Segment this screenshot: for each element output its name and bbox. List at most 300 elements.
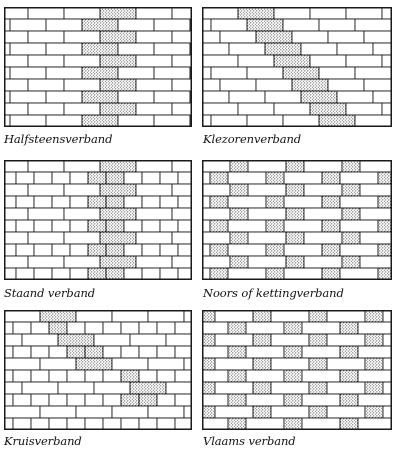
brick (271, 382, 309, 394)
brick (4, 310, 40, 322)
brick (64, 55, 100, 67)
dotted-brick (309, 358, 327, 370)
brick (202, 322, 228, 334)
dotted-brick (322, 244, 340, 256)
dotted-brick (342, 256, 360, 268)
dotted-brick (378, 196, 392, 208)
brick (28, 55, 64, 67)
dotted-brick (378, 220, 392, 232)
dotted-brick (378, 172, 392, 184)
brick (142, 268, 160, 280)
dotted-brick (365, 406, 383, 418)
brick (228, 268, 266, 280)
brick (136, 55, 172, 67)
brick (178, 244, 192, 256)
brick (70, 220, 88, 232)
dotted-brick (67, 346, 85, 358)
brick (139, 346, 157, 358)
brick (103, 418, 121, 430)
brick (166, 382, 192, 394)
brick (139, 322, 157, 334)
brick (248, 184, 286, 196)
panel-staand-verband (4, 160, 192, 280)
brick (220, 79, 256, 91)
brick (76, 406, 112, 418)
dotted-brick (230, 208, 248, 220)
brick (172, 184, 192, 196)
dotted-brick (286, 232, 304, 244)
brick (4, 256, 28, 268)
brick (172, 31, 192, 43)
dotted-brick (82, 91, 118, 103)
brick (4, 334, 22, 346)
brick (154, 67, 190, 79)
dotted-brick (100, 7, 136, 19)
brick (202, 418, 228, 430)
brick (28, 103, 64, 115)
brick (154, 91, 190, 103)
brick (358, 394, 392, 406)
brick (284, 244, 322, 256)
dotted-brick (100, 103, 136, 115)
brick (124, 244, 142, 256)
brick (136, 79, 172, 91)
brick (202, 394, 228, 406)
panel-klezorenverband (202, 7, 392, 127)
brick (16, 220, 34, 232)
brick (118, 19, 154, 31)
dotted-brick (292, 79, 328, 91)
brick (248, 232, 286, 244)
dotted-brick (322, 172, 340, 184)
brick (49, 370, 67, 382)
dotted-brick (342, 208, 360, 220)
brick (178, 196, 192, 208)
brick (52, 196, 70, 208)
brick (49, 418, 67, 430)
brick (202, 256, 230, 268)
dotted-brick (210, 244, 228, 256)
brick (85, 394, 103, 406)
brick (4, 232, 28, 244)
brick (319, 67, 355, 79)
brick (10, 43, 46, 55)
brick (64, 7, 100, 19)
dotted-brick (283, 67, 319, 79)
dotted-brick (82, 67, 118, 79)
brick (52, 268, 70, 280)
brick (292, 31, 328, 43)
brick (202, 346, 228, 358)
dotted-brick (266, 196, 284, 208)
brick (302, 394, 340, 406)
brick (274, 103, 310, 115)
brick (265, 91, 301, 103)
brick (202, 160, 230, 172)
dotted-brick (202, 406, 215, 418)
caption-klezorenverband: Klezorenverband (203, 132, 302, 146)
brick (202, 43, 229, 55)
brick (64, 256, 100, 268)
dotted-brick (121, 394, 139, 406)
dotted-brick (100, 31, 136, 43)
dotted-brick (88, 244, 106, 256)
brick (67, 370, 85, 382)
brick (142, 244, 160, 256)
brick (302, 418, 340, 430)
brick (4, 220, 16, 232)
brick-pattern-halfsteensverband (4, 7, 192, 127)
brick (136, 208, 172, 220)
brick (31, 418, 49, 430)
brick (172, 208, 192, 220)
dotted-brick (40, 310, 76, 322)
dotted-brick (230, 232, 248, 244)
brick (271, 310, 309, 322)
brick (360, 160, 392, 172)
dotted-brick (100, 208, 136, 220)
dotted-brick (230, 160, 248, 172)
brick (175, 418, 192, 430)
brick (124, 172, 142, 184)
brick (284, 220, 322, 232)
brick (52, 244, 70, 256)
dotted-brick (88, 220, 106, 232)
brick (34, 172, 52, 184)
brick (355, 115, 391, 127)
dotted-brick (284, 370, 302, 382)
dotted-brick (340, 394, 358, 406)
dotted-brick (100, 160, 136, 172)
brick-pattern-klezorenverband (202, 7, 392, 127)
brick (67, 394, 85, 406)
brick (142, 220, 160, 232)
brick (310, 7, 346, 19)
brick (248, 208, 286, 220)
brick-pattern-vlaams-verband (202, 310, 392, 430)
dotted-brick (210, 220, 228, 232)
brick (64, 31, 100, 43)
brick (346, 7, 382, 19)
brick (157, 394, 175, 406)
dotted-brick (100, 79, 136, 91)
brick (373, 43, 392, 55)
brick (274, 7, 310, 19)
brick (148, 310, 184, 322)
dotted-brick (340, 418, 358, 430)
brick (358, 322, 392, 334)
brick (202, 55, 238, 67)
panel-vlaams-verband (202, 310, 392, 430)
brick (157, 346, 175, 358)
dotted-brick (106, 244, 124, 256)
dotted-brick (82, 19, 118, 31)
brick (202, 103, 238, 115)
brick (136, 103, 172, 115)
dotted-brick (106, 220, 124, 232)
brick (64, 184, 100, 196)
dotted-brick (378, 268, 392, 280)
brick (136, 184, 172, 196)
brick (58, 382, 94, 394)
brick (340, 220, 378, 232)
brick (121, 418, 139, 430)
brick (121, 322, 139, 334)
brick (70, 268, 88, 280)
brick (364, 31, 392, 43)
brick (13, 322, 31, 334)
brick (13, 418, 31, 430)
brick (40, 406, 76, 418)
brick (284, 196, 322, 208)
brick (337, 43, 373, 55)
brick (4, 268, 16, 280)
brick (358, 418, 392, 430)
brick (340, 244, 378, 256)
dotted-brick (266, 244, 284, 256)
brick (328, 31, 364, 43)
dotted-brick (202, 358, 215, 370)
brick (283, 19, 319, 31)
dotted-brick (378, 244, 392, 256)
dotted-brick (322, 268, 340, 280)
brick (301, 43, 337, 55)
brick (67, 322, 85, 334)
brick (46, 91, 82, 103)
brick (157, 370, 175, 382)
brick (4, 406, 40, 418)
brick (52, 172, 70, 184)
brick (172, 256, 192, 268)
brick (246, 346, 284, 358)
brick (304, 208, 342, 220)
brick (172, 232, 192, 244)
dotted-brick (301, 91, 337, 103)
brick (160, 244, 178, 256)
dotted-brick (309, 334, 327, 346)
dotted-brick (228, 418, 246, 430)
brick (139, 418, 157, 430)
dotted-brick (230, 256, 248, 268)
brick (28, 160, 64, 172)
dotted-brick (253, 358, 271, 370)
brick (246, 418, 284, 430)
brick (304, 160, 342, 172)
dotted-brick (121, 370, 139, 382)
brick (271, 358, 309, 370)
brick (4, 103, 28, 115)
brick (31, 370, 49, 382)
brick (202, 208, 230, 220)
brick (4, 31, 28, 43)
brick (327, 334, 365, 346)
dotted-brick (284, 394, 302, 406)
brick (154, 19, 190, 31)
brick (136, 256, 172, 268)
brick (228, 172, 266, 184)
brick (360, 208, 392, 220)
brick (4, 172, 16, 184)
dotted-brick (82, 115, 118, 127)
brick (103, 322, 121, 334)
dotted-brick (286, 160, 304, 172)
brick (4, 7, 28, 19)
caption-halfsteensverband: Halfsteensverband (4, 132, 113, 146)
brick (64, 160, 100, 172)
dotted-brick (228, 346, 246, 358)
dotted-brick (130, 382, 166, 394)
dotted-brick (88, 172, 106, 184)
brick (175, 346, 192, 358)
brick (34, 244, 52, 256)
brick (4, 196, 16, 208)
dotted-brick (286, 184, 304, 196)
brick (40, 358, 76, 370)
brick (28, 79, 64, 91)
dotted-brick (340, 346, 358, 358)
brick (360, 184, 392, 196)
dotted-brick (202, 310, 215, 322)
brick (49, 394, 67, 406)
brick (154, 115, 190, 127)
dotted-brick (100, 256, 136, 268)
brick (327, 310, 365, 322)
dotted-brick (284, 322, 302, 334)
brick (22, 334, 58, 346)
dotted-brick (202, 334, 215, 346)
dotted-brick (88, 196, 106, 208)
brick (136, 31, 172, 43)
brick (118, 43, 154, 55)
brick (304, 256, 342, 268)
brick (31, 322, 49, 334)
dotted-brick (340, 322, 358, 334)
brick (202, 91, 229, 103)
brick (246, 394, 284, 406)
dotted-brick (322, 196, 340, 208)
brick (360, 232, 392, 244)
brick (70, 244, 88, 256)
brick-pattern-kruisverband (4, 310, 192, 430)
dotted-brick (85, 346, 103, 358)
brick (228, 220, 266, 232)
dotted-brick (49, 322, 67, 334)
brick (94, 334, 130, 346)
dotted-brick (284, 346, 302, 358)
brick (202, 370, 228, 382)
brick (337, 91, 373, 103)
brick (215, 334, 253, 346)
dotted-brick (228, 322, 246, 334)
dotted-brick (76, 358, 112, 370)
brick (46, 19, 82, 31)
caption-kruisverband: Kruisverband (4, 434, 82, 448)
brick (4, 358, 40, 370)
brick (16, 172, 34, 184)
brick (172, 7, 192, 19)
brick (13, 346, 31, 358)
brick (246, 370, 284, 382)
brick (4, 55, 28, 67)
brick (248, 160, 286, 172)
brick (94, 382, 130, 394)
brick (64, 232, 100, 244)
brick (178, 268, 192, 280)
brick (327, 406, 365, 418)
brick (49, 346, 67, 358)
brick (4, 208, 28, 220)
dotted-brick (266, 268, 284, 280)
dotted-brick (228, 394, 246, 406)
brick (67, 418, 85, 430)
dotted-brick (253, 310, 271, 322)
brick (283, 115, 319, 127)
brick (118, 115, 154, 127)
dotted-brick (309, 406, 327, 418)
brick (28, 232, 64, 244)
brick (16, 196, 34, 208)
brick (202, 31, 220, 43)
brick (136, 160, 172, 172)
brick (142, 196, 160, 208)
brick (10, 115, 46, 127)
dotted-brick (342, 184, 360, 196)
brick (85, 418, 103, 430)
brick (4, 160, 28, 172)
brick (76, 310, 112, 322)
dotted-brick (340, 370, 358, 382)
brick (178, 220, 192, 232)
brick (4, 382, 22, 394)
dotted-brick (319, 115, 355, 127)
brick (319, 19, 355, 31)
dotted-brick (365, 358, 383, 370)
brick (160, 268, 178, 280)
dotted-brick (253, 334, 271, 346)
brick (229, 43, 265, 55)
brick (70, 172, 88, 184)
brick (228, 196, 266, 208)
brick (271, 406, 309, 418)
brick (34, 196, 52, 208)
dotted-brick (266, 220, 284, 232)
brick (124, 268, 142, 280)
brick (211, 19, 247, 31)
dotted-brick (210, 172, 228, 184)
dotted-brick (139, 394, 157, 406)
brick (154, 43, 190, 55)
brick (121, 346, 139, 358)
brick (160, 196, 178, 208)
dotted-brick (310, 103, 346, 115)
brick (302, 322, 340, 334)
brick (52, 220, 70, 232)
brick (340, 268, 378, 280)
brick (103, 394, 121, 406)
brick (34, 268, 52, 280)
dotted-brick (266, 172, 284, 184)
brick (360, 256, 392, 268)
brick (10, 67, 46, 79)
brick (340, 196, 378, 208)
brick (10, 19, 46, 31)
brick (364, 79, 392, 91)
brick (215, 406, 253, 418)
brick (118, 67, 154, 79)
brick (215, 310, 253, 322)
brick (118, 91, 154, 103)
brick (31, 346, 49, 358)
